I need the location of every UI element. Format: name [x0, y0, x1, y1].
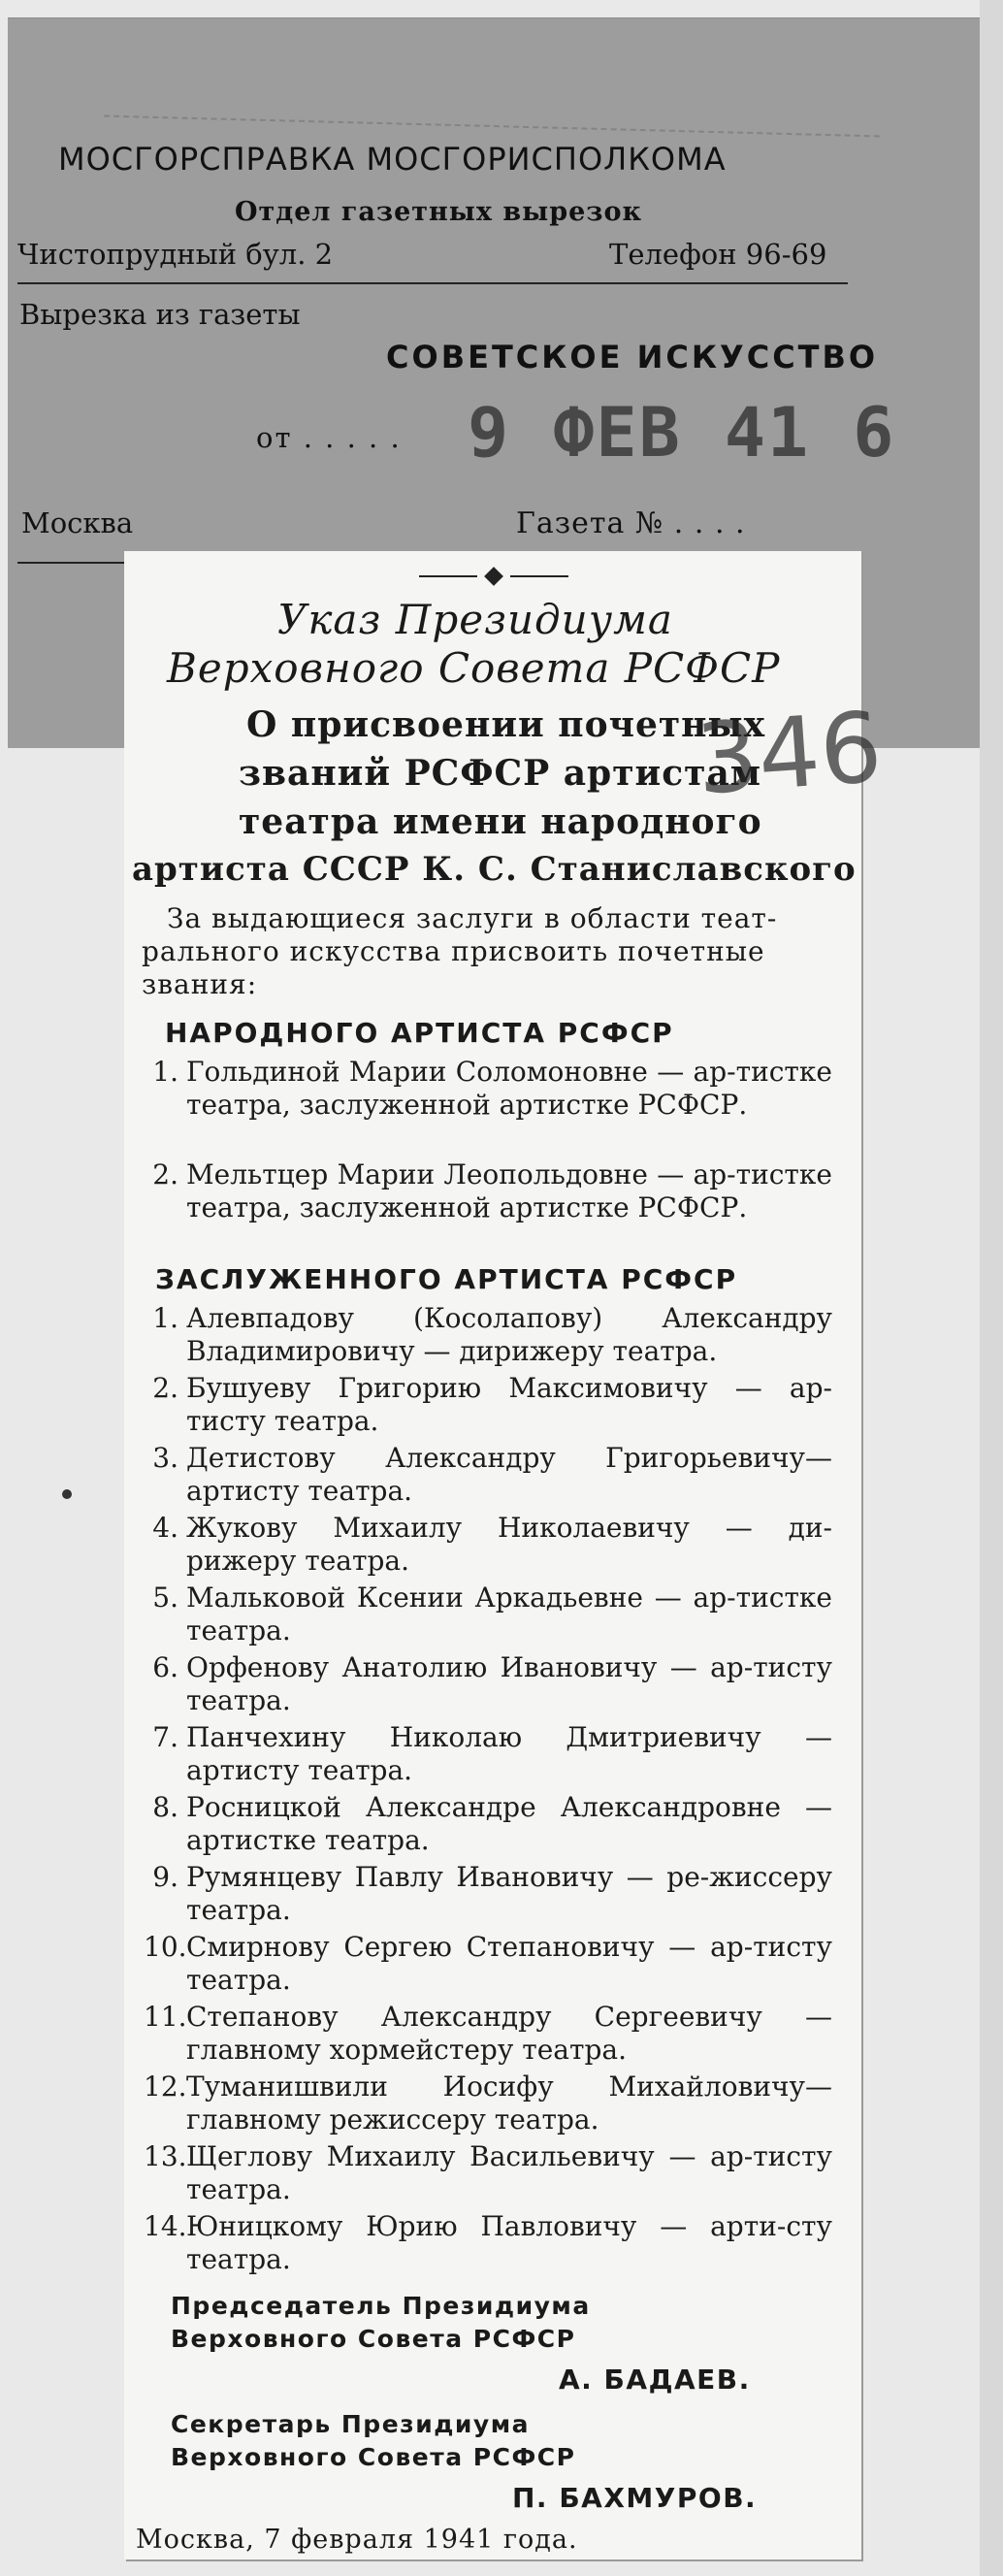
date-label: от . . . . . — [256, 421, 402, 454]
header-divider — [17, 282, 848, 284]
section-title-honored-artist: ЗАСЛУЖЕННОГО АРТИСТА РСФСР — [155, 1263, 738, 1295]
chair-title-line1: Председатель Президиума — [171, 2292, 591, 2320]
decree-title-line2: Верховного Совета РСФСР — [167, 644, 781, 692]
bureau-name: МОСГОРСПРАВКА МОСГОРИСПОЛКОМА — [58, 141, 727, 178]
newspaper-name: СОВЕТСКОЕ ИСКУССТВО — [386, 339, 879, 375]
chair-title-line2: Верховного Совета РСФСР — [171, 2325, 576, 2353]
department-name: Отдел газетных вырезок — [235, 197, 642, 227]
handwritten-number: 346 — [693, 690, 886, 817]
secretary-title-line2: Верховного Совета РСФСР — [171, 2443, 576, 2471]
scan-edge — [980, 0, 1003, 2576]
intro-line2: рального искусства присвоить почетные — [142, 935, 765, 967]
address: Чистопрудный бул. 2 — [17, 238, 334, 271]
ink-spot — [62, 1489, 72, 1499]
headline-line1: О присвоении почетных — [246, 704, 766, 745]
cutting-label: Вырезка из газеты — [19, 298, 301, 331]
decree-title-line1: Указ Президиума — [277, 596, 673, 643]
secretary-name: П. БАХМУРОВ. — [512, 2482, 758, 2514]
gazeta-number-label: Газета № . . . . — [516, 506, 746, 540]
faded-handwriting — [104, 38, 882, 138]
intro-line1: За выдающиеся заслуги в области теат- — [167, 902, 778, 934]
headline-line4: артиста СССР К. С. Станиславского — [132, 850, 857, 889]
intro-line3: звания: — [142, 968, 258, 1000]
date-stamp: 9 ФЕВ 41 6 — [468, 393, 896, 473]
secretary-title-line1: Секретарь Президиума — [171, 2410, 531, 2438]
headline-line3: театра имени народного — [239, 801, 762, 842]
newspaper-clipping: Указ Президиума Верховного Совета РСФСР О присвоении почетных званий РСФСР артистам театра имени народного артиста СССР К. С. Станиславского 346 За выдающиеся заслуги в области теат- рального искусства присвоить почетные звания: НАРОДНОГО АРТИСТА РСФСР 1. Гольдиной Марии Соломоновне — ар-тистке театра, заслуженной артистке РСФСР. 2. Мельтцер Марии Леопольдовне — ар-тистке театра, заслуженной артистке РСФСР. ЗАСЛУЖЕННОГО АРТИСТА РСФСР 1. Алевпадову (Косолапову) Александру Владимировичу — дирижеру театра. 2. Бушуеву Григорию Максимовичу — ар-тисту театра. 3. Детистову Александру Григорьевичу— артисту театра. 4. Жукову Михаилу Николаевичу — ди-рижеру театра. 5. Мальковой Ксении Аркадьевне — ар-тистке театра. 6. Орфенову Анатолию Ивановичу — ар-тисту театра. 7. Панчехину Николаю Дмитриевичу — артисту театра. 8. Росницкой Александре Александровне — артистке театра. 9. Румянцеву Павлу Ивановичу — ре-жиссеру театра. 10. Смирнову Сергею Степановичу — ар-тисту театра. 11. Степанову Александру Сергеевичу — главному хормейстеру театра. 12. Туманишвили Иосифу Михайловичу— главному режиссеру театра. 13. Щеглову Михаилу Васильевичу — ар-тисту театра. 14. Юницкому Юрию Павловичу — арти-сту театра. Председатель Президиума Верховного Совета РСФСР А. БАДАЕВ. Секретарь Президиума Верховного Совета РСФСР П. БАХМУРОВ. Москва, 7 февраля 1941 года. — [124, 551, 861, 2560]
ornament — [419, 567, 574, 586]
section-title-people-artist: НАРОДНОГО АРТИСТА РСФСР — [165, 1017, 674, 1049]
city: Москва — [21, 506, 134, 539]
chair-name: А. БАДАЕВ. — [559, 2364, 751, 2396]
headline-line2: званий РСФСР артистам — [239, 753, 762, 794]
phone: Телефон 96-69 — [609, 238, 827, 271]
place-and-date: Москва, 7 февраля 1941 года. — [136, 2525, 578, 2555]
